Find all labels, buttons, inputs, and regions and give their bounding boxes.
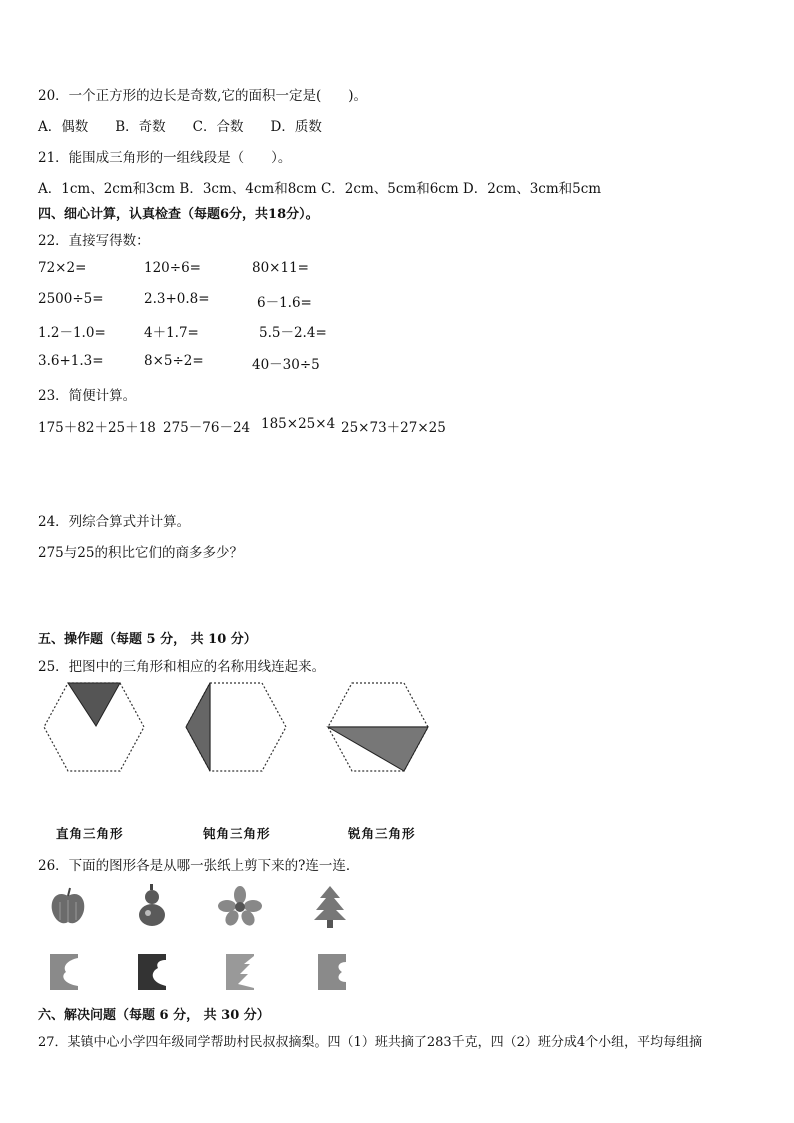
gourd-icon: [134, 884, 170, 928]
label-right-triangle: 直角三角形: [56, 826, 124, 841]
calc-item: 6－1.6=: [257, 295, 312, 311]
calc-item: 120÷6=: [144, 260, 201, 276]
q21-stem: 21．能围成三角形的一组线段是（ ）。: [38, 150, 292, 166]
q24-text: 275与25的积比它们的商多多少？: [38, 545, 243, 561]
section6-title: 六、解决问题（每题 6 分， 共 30 分）: [38, 1008, 270, 1023]
paper-cut-2-icon: [136, 952, 170, 992]
simplify-item: 175＋82＋25＋18: [38, 420, 156, 436]
q20-stem: 20．一个正方形的边长是奇数,它的面积一定是( )。: [38, 88, 368, 104]
hexagon-figure-1: [40, 680, 148, 774]
calc-item: 4＋1.7=: [144, 325, 199, 341]
label-acute-triangle: 锐角三角形: [348, 826, 416, 841]
simplify-item: 185×25×4: [261, 416, 336, 432]
paper-cut-1-icon: [48, 952, 82, 992]
simplify-item: 25×73＋27×25: [341, 420, 446, 436]
calc-item: 1.2－1.0=: [38, 325, 106, 341]
calc-item: 2.3+0.8=: [144, 291, 210, 307]
q25-stem: 25．把图中的三角形和相应的名称用线连起来。: [38, 659, 326, 675]
hexagon-figure-3: [324, 680, 432, 774]
q22-stem: 22．直接写得数：: [38, 233, 150, 249]
simplify-item: 275－76－24: [163, 420, 251, 436]
label-obtuse-triangle: 钝角三角形: [203, 826, 271, 841]
q26-stem: 26．下面的图形各是从哪一张纸上剪下来的?连一连．: [38, 858, 360, 874]
apple-icon: [48, 886, 88, 928]
section5-title: 五、操作题（每题 5 分， 共 10 分）: [38, 632, 257, 647]
paper-cut-4-icon: [316, 952, 350, 992]
section4-title: 四、细心计算，认真检查（每题6分，共18分）。: [38, 207, 319, 222]
calc-item: 5.5－2.4=: [259, 325, 327, 341]
calc-item: 2500÷5=: [38, 291, 104, 307]
tree-icon: [312, 886, 348, 928]
q23-stem: 23．简便计算。: [38, 388, 137, 404]
q27-stem: 27．某镇中心小学四年级同学帮助村民叔叔摘梨。四（1）班共摘了283千克，四（2）班分成4个小组，平均每组摘: [38, 1035, 703, 1050]
calc-item: 8×5÷2=: [144, 353, 204, 369]
calc-item: 3.6+1.3=: [38, 353, 104, 369]
calc-item: 72×2=: [38, 260, 87, 276]
paper-cut-3-icon: [224, 952, 258, 992]
calc-item: 80×11=: [252, 260, 309, 276]
calc-item: 40－30÷5: [252, 357, 320, 373]
hexagon-figure-2: [182, 680, 290, 774]
flower-icon: [218, 886, 262, 926]
q21-options: A．1cm、2cm和3cm B．3cm、4cm和8cm C．2cm、5cm和6cm D．2cm、3cm和5cm: [38, 181, 602, 197]
q20-options: A．偶数 B．奇数 C．合数 D．质数: [38, 119, 322, 135]
q24-stem: 24．列综合算式并计算。: [38, 514, 191, 530]
